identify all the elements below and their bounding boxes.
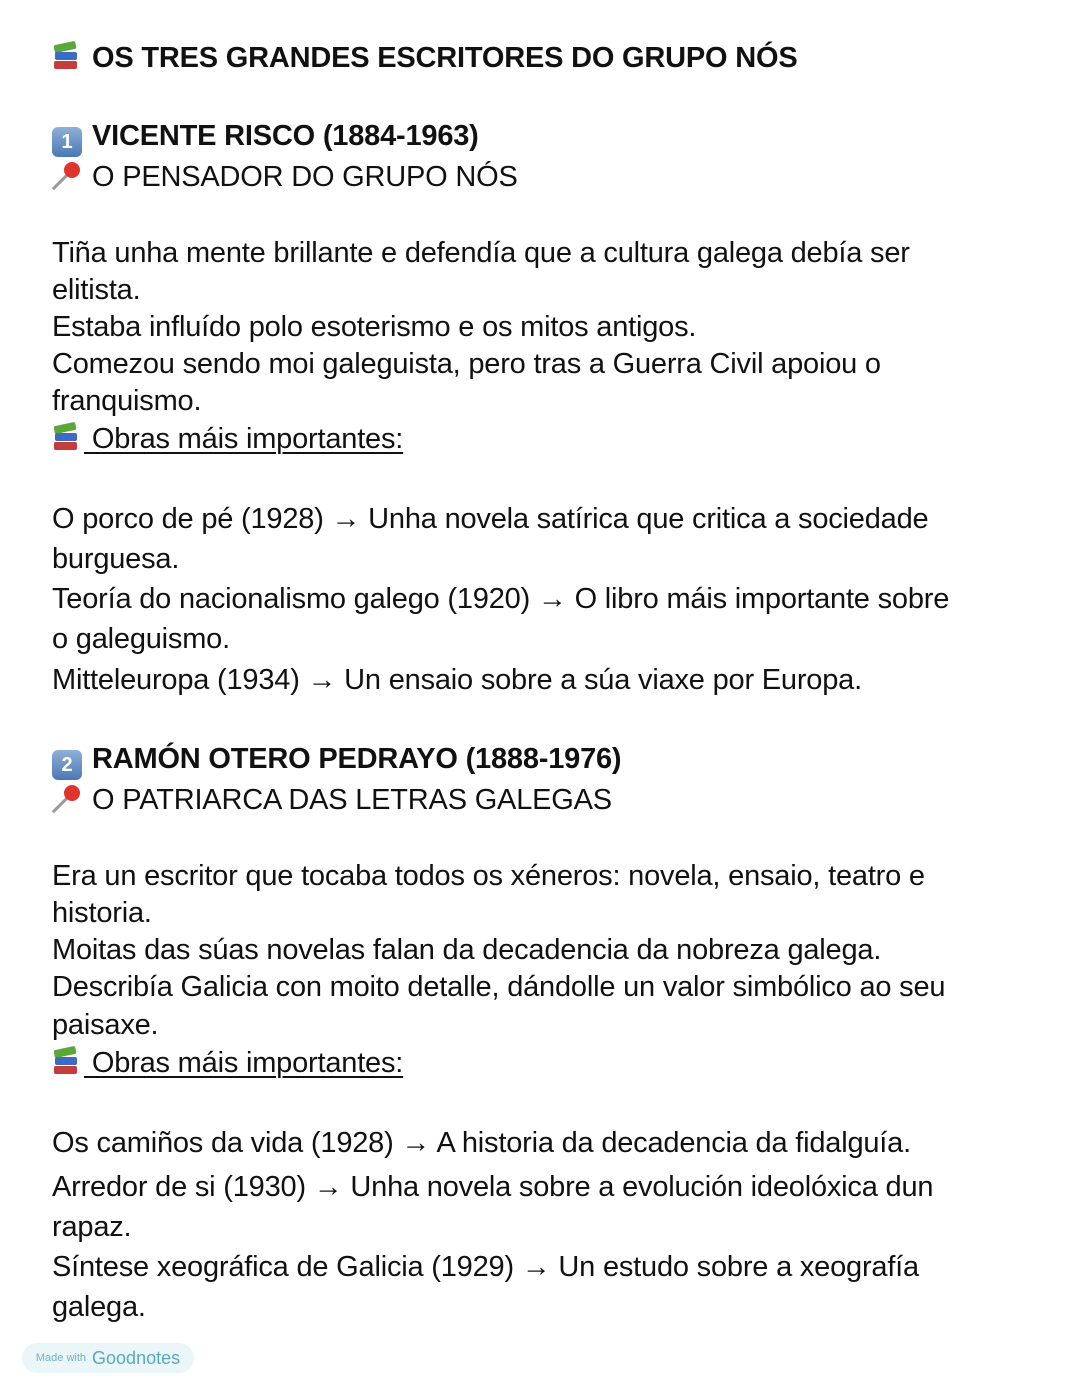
work-line: Arredor de si (1930) → Unha novela sobre a evolución ideolóxica dun — [52, 1171, 934, 1203]
paragraph-line: Era un escritor que tocaba todos os xéneros: novela, ensaio, teatro e — [52, 860, 925, 892]
keycap-number-icon: 2 — [52, 750, 82, 780]
paragraph-line: Describía Galicia con moito detalle, dándolle un valor simbólico ao seu — [52, 971, 946, 1003]
pushpin-icon — [52, 160, 84, 190]
section-1-subtitle-text: O PENSADOR DO GRUPO NÓS — [92, 161, 518, 193]
works-heading — [52, 1044, 403, 1082]
goodnotes-watermark — [22, 1343, 194, 1373]
section-2-subtitle — [52, 781, 612, 819]
paragraph-line: franquismo. — [52, 385, 202, 417]
section-2-name: RAMÓN OTERO PEDRAYO (1888-1976) — [92, 743, 622, 775]
books-icon — [52, 422, 84, 452]
works-heading — [52, 420, 403, 458]
goodnotes-logo: Goodnotes — [92, 1347, 181, 1368]
paragraph-line: Comezou sendo moi galeguista, pero tras a Guerra Civil apoiou o — [52, 348, 881, 380]
work-line: o galeguismo. — [52, 623, 230, 655]
section-2-heading — [52, 740, 621, 780]
paragraph-line: elitista. — [52, 274, 141, 306]
document-title — [52, 39, 798, 77]
section-1-name: VICENTE RISCO (1884-1963) — [92, 120, 479, 152]
work-line: burguesa. — [52, 543, 180, 575]
section-1-heading — [52, 117, 479, 157]
document-title-text: OS TRES GRANDES ESCRITORES DO GRUPO NÓS — [92, 42, 798, 74]
work-line: O porco de pé (1928) → Unha novela satírica que critica a sociedade — [52, 503, 929, 535]
pushpin-icon — [52, 783, 84, 813]
paragraph-line: Moitas das súas novelas falan da decadencia da nobreza galega. — [52, 934, 882, 966]
made-with-label: Made with — [35, 1352, 87, 1364]
books-icon — [52, 41, 84, 71]
paragraph-line: Tiña unha mente brillante e defendía que a cultura galega debía ser — [52, 237, 910, 269]
work-line: Teoría do nacionalismo galego (1920) → O libro máis importante sobre — [52, 583, 950, 615]
work-line: galega. — [52, 1291, 146, 1323]
work-line: Os camiños da vida (1928) → A historia da decadencia da fidalguía. — [52, 1127, 911, 1159]
works-heading-text: Obras máis importantes: — [84, 423, 404, 455]
paragraph-line: Estaba influído polo esoterismo e os mitos antigos. — [52, 311, 697, 343]
paragraph-line: historia. — [52, 897, 152, 929]
keycap-number-icon: 1 — [52, 127, 82, 157]
section-2-subtitle-text: O PATRIARCA DAS LETRAS GALEGAS — [92, 784, 612, 816]
paragraph-line: paisaxe. — [52, 1009, 159, 1041]
works-heading-text: Obras máis importantes: — [84, 1047, 404, 1079]
section-1-subtitle — [52, 158, 518, 196]
books-icon — [52, 1046, 84, 1076]
work-line: Mitteleuropa (1934) → Un ensaio sobre a súa viaxe por Europa. — [52, 664, 862, 696]
work-line: Síntese xeográfica de Galicia (1929) → Un estudo sobre a xeografía — [52, 1251, 919, 1283]
work-line: rapaz. — [52, 1211, 132, 1243]
